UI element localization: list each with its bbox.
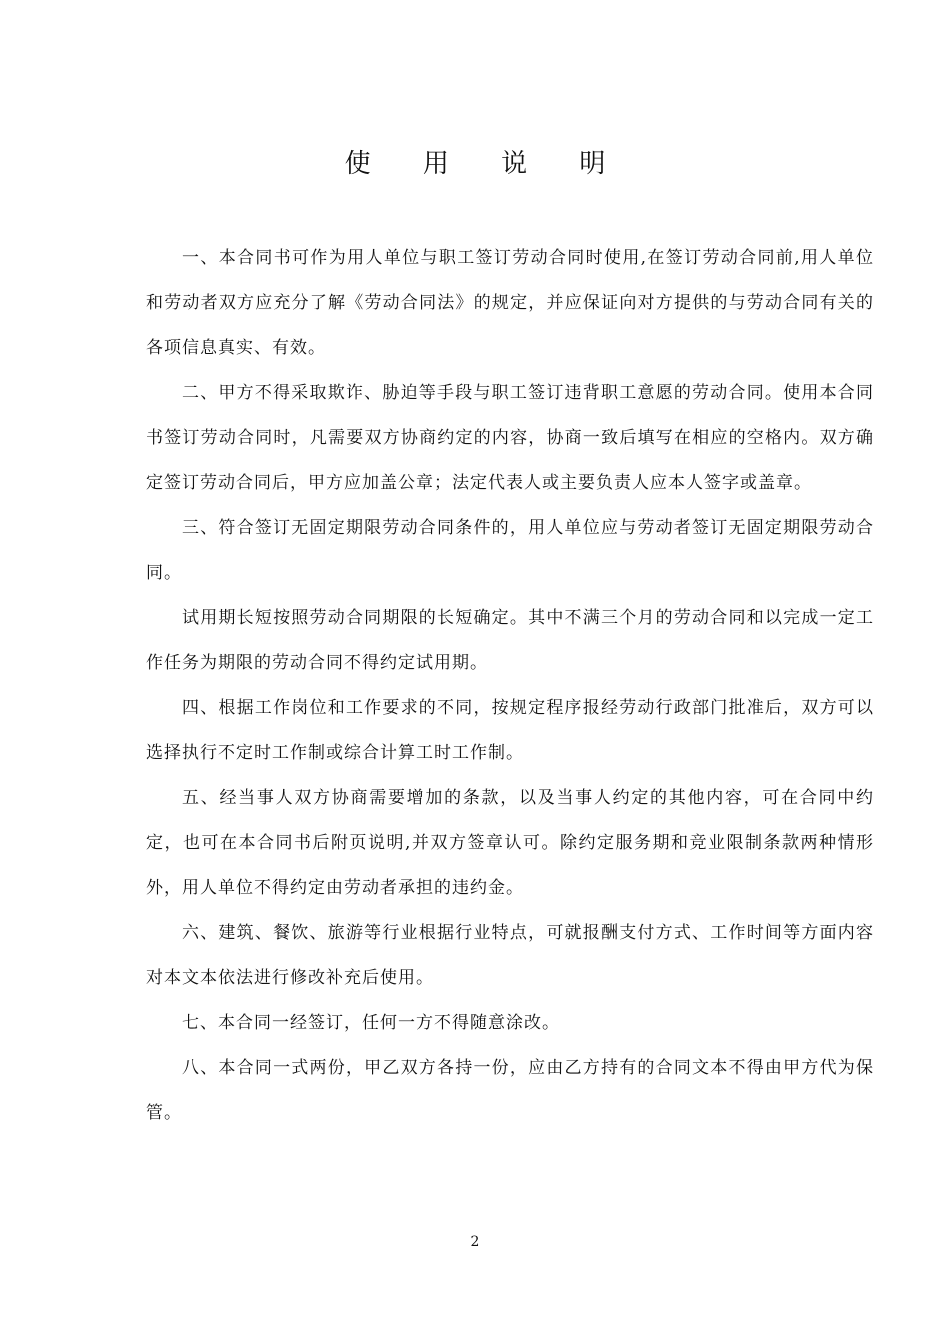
paragraph-6: 五、经当事人双方协商需要增加的条款，以及当事人约定的其他内容，可在合同中约定，也可在本合同书后附页说明,并双方签章认可。除约定服务期和竞业限制条款两种情形外，用人单位不得约定由劳动者承担的违约金。 <box>146 788 874 898</box>
page-number: 2 <box>470 1234 480 1250</box>
paragraph-5: 四、根据工作岗位和工作要求的不同，按规定程序报经劳动行政部门批准后，双方可以选择执行不定时工作制或综合计算工时工作制。 <box>146 698 874 763</box>
page-title: 使 用 说 明 <box>344 149 628 179</box>
paragraph-8: 七、本合同一经签订，任何一方不得随意涂改。 <box>182 1013 560 1033</box>
instructions-body <box>146 236 874 1136</box>
paragraph-7: 六、建筑、餐饮、旅游等行业根据行业特点，可就报酬支付方式、工作时间等方面内容对本文本依法进行修改补充后使用。 <box>146 923 874 988</box>
paragraph-9: 八、本合同一式两份，甲乙双方各持一份，应由乙方持有的合同文本不得由甲方代为保管。 <box>146 1058 874 1123</box>
paragraph-4: 试用期长短按照劳动合同期限的长短确定。其中不满三个月的劳动合同和以完成一定工作任务为期限的劳动合同不得约定试用期。 <box>146 608 874 673</box>
paragraph-2: 二、甲方不得采取欺诈、胁迫等手段与职工签订违背职工意愿的劳动合同。使用本合同书签订劳动合同时，凡需要双方协商约定的内容，协商一致后填写在相应的空格内。双方确定签订劳动合同后，甲方应加盖公章；法定代表人或主要负责人应本人签字或盖章。 <box>146 383 874 493</box>
paragraph-3: 三、符合签订无固定期限劳动合同条件的，用人单位应与劳动者签订无固定期限劳动合同。 <box>146 518 874 583</box>
paragraph-1: 一、本合同书可作为用人单位与职工签订劳动合同时使用,在签订劳动合同前,用人单位和劳动者双方应充分了解《劳动合同法》的规定，并应保证向对方提供的与劳动合同有关的各项信息真实、有效。 <box>146 248 874 358</box>
